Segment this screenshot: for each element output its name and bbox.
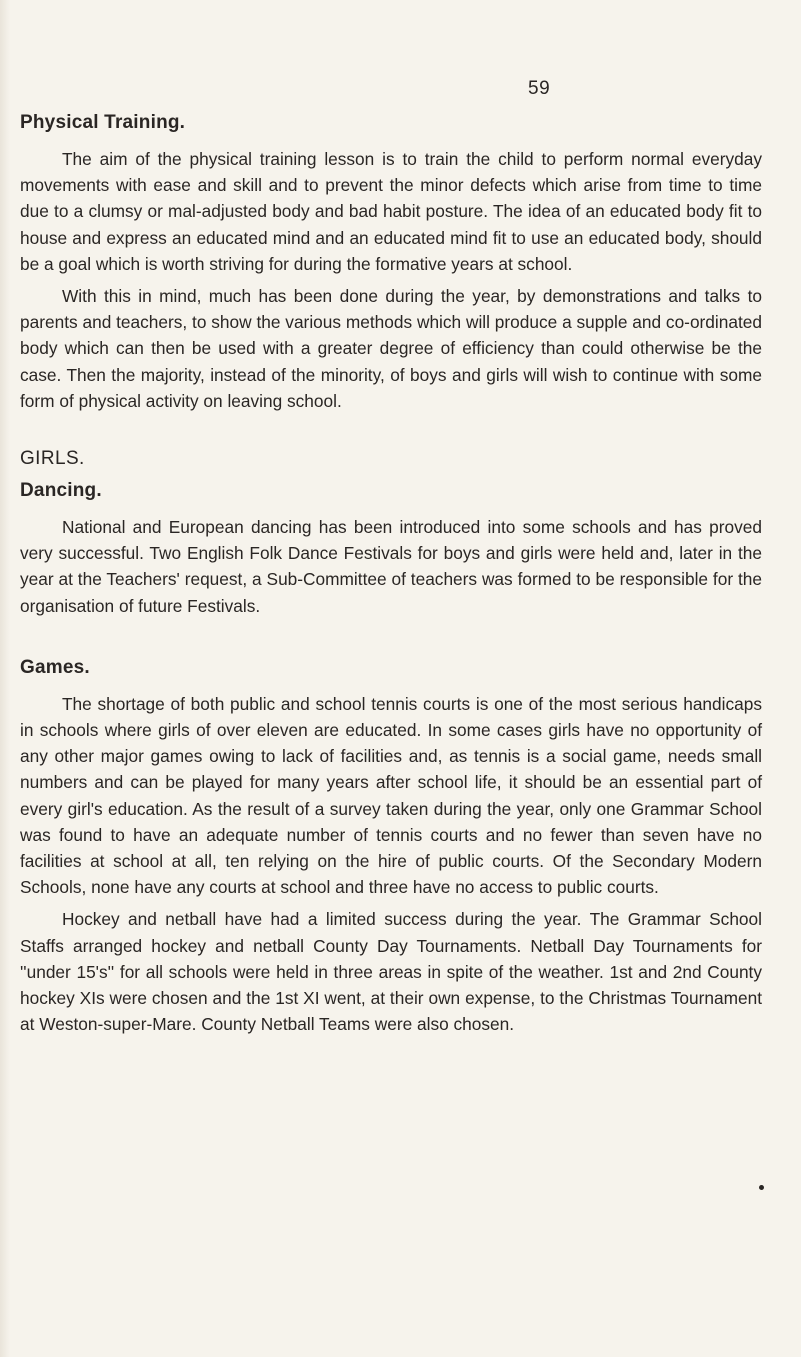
page-gutter-shadow [0,0,10,1357]
section-heading-games: Games. [20,656,90,678]
page-number: 59 [528,78,551,99]
paragraph: With this in mind, much has been done during the year, by demonstrations and talks to parents and teachers, to show the various methods which will produce a supple and co-ordinated body which can then be used with a greater degree of efficiency than could otherwise be the case. Then the majority, instead of the minority, of boys and girls will wish to continue with some form of physical activity on leaving school. [20,286,762,411]
section-heading-dancing: Dancing. [20,480,102,502]
margin-bullet-mark [759,1185,764,1190]
paragraph: The aim of the physical training lesson is to train the child to perform normal everyday movements with ease and skill and to prevent the minor defects which arise from time to time due to a clumsy or mal-adjusted body and bad habit posture. The idea of an educated body fit to house and express an educated mind and an educated mind fit to use an educated body, should be a goal which is worth striving for during the formative years at school. [20,149,762,274]
section-label-girls: GIRLS. [20,448,85,470]
paragraph: Hockey and netball have had a limited success during the year. The Grammar School Staffs arranged hockey and netball County Day Tournaments. Netball Day Tournaments for ''under 15's'' for all schools were held in three areas in spite of the weather. 1st and 2nd County hockey XIs were chosen and the 1st XI went, at their own expense, to the Christmas Tournament at Weston-super-Mare. County Netball Teams were also chosen. [20,909,762,1035]
paragraph: National and European dancing has been introduced into some schools and has proved very successful. Two English Folk Dance Festivals for boys and girls were held and, later in the year at the Teachers' request, a Sub-Committee of teachers was formed to be responsible for the organisation of future Festivals. [20,517,762,616]
paragraph: The shortage of both public and school tennis courts is one of the most serious handicaps in schools where girls of over eleven are educated. In some cases girls have no opportunity of any other major games owing to lack of facilities and, as tennis is a social game, needs small numbers and can be played for many years after school life, it should be an essential part of every girl's education. As the result of a survey taken during the year, only one Grammar School was found to have an adequate number of tennis courts and no fewer than seven have no facilities at school at all, ten relying on the hire of public courts. Of the Secondary Modern Schools, none have any courts at school and three have no access to public courts. [20,693,762,898]
document-body [20,112,762,1037]
section-heading-physical-training: Physical Training. [20,112,186,133]
